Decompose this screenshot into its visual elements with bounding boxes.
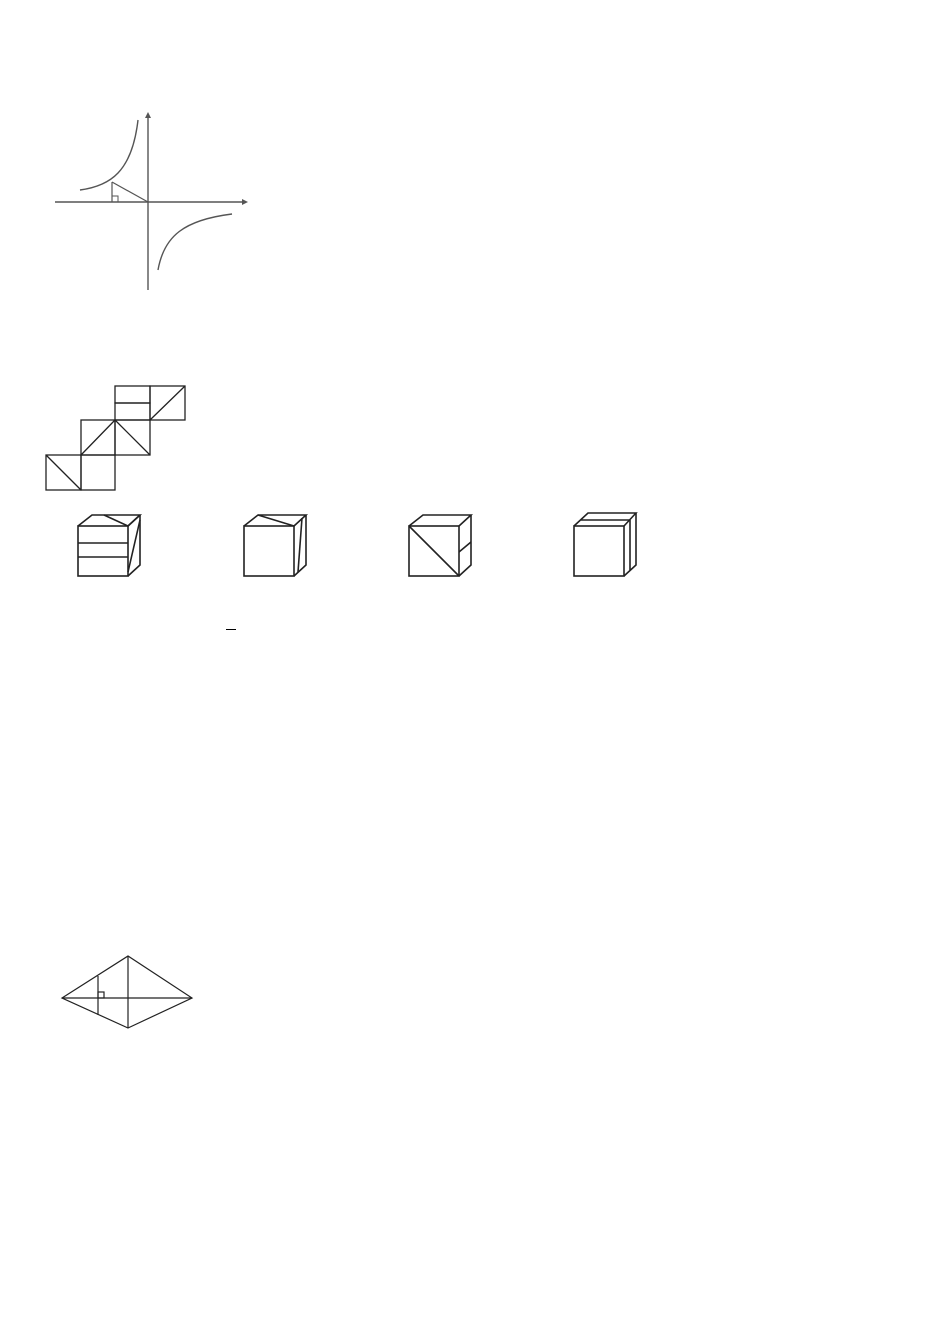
- q6-option-d-graph: [568, 1050, 703, 1126]
- q3-hyperbola-figure: [50, 110, 250, 295]
- q4-option-a-cube: [74, 512, 146, 582]
- q6-option-a-graph: [72, 1050, 207, 1126]
- q6-option-b-graph: [238, 1050, 373, 1126]
- right-angle-mark: [112, 196, 118, 202]
- fraction-bar: [226, 629, 236, 630]
- q4-option-d-cube: [570, 510, 646, 582]
- hyperbola-branch-lower-right: [158, 214, 232, 270]
- q5-fraction: [224, 628, 238, 631]
- hyperbola-branch-upper-left: [80, 120, 138, 190]
- q6-rhombus-figure: [42, 946, 222, 1048]
- segment-po: [112, 182, 148, 202]
- q4-option-c-cube: [405, 512, 477, 582]
- x-axis-arrow: [242, 199, 248, 205]
- q6-option-c-graph: [403, 1050, 538, 1126]
- y-axis-arrow: [145, 112, 151, 118]
- q4-option-b-cube: [240, 512, 312, 582]
- q5-stem: [46, 665, 54, 685]
- q4-cube-net: [44, 384, 194, 494]
